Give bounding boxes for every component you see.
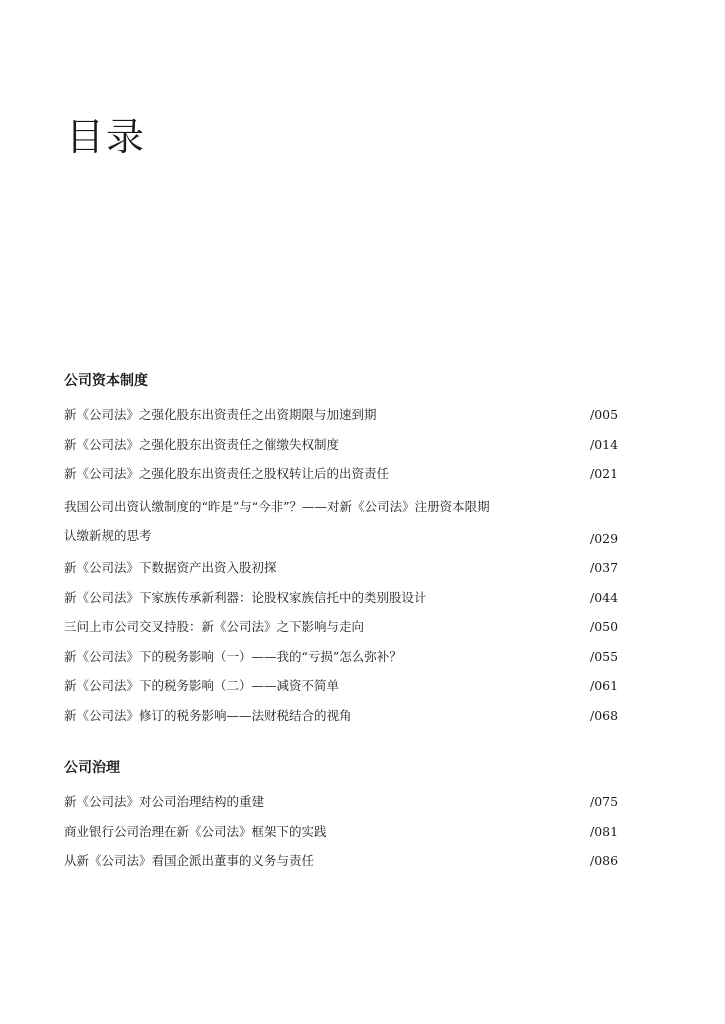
toc-entry-title xyxy=(64,492,590,550)
toc-entry[interactable] xyxy=(64,586,620,609)
toc-entry-page: /014 xyxy=(590,436,619,452)
toc-entry-page: /086 xyxy=(590,853,619,868)
section-heading: 公司资本制度 xyxy=(64,373,148,389)
toc-entry-page: /005 xyxy=(590,407,619,422)
toc-entry-page: /044 xyxy=(590,589,619,605)
toc-section-governance xyxy=(64,758,620,879)
toc-entry-page: /029 xyxy=(590,530,619,546)
toc-entry[interactable] xyxy=(64,492,620,550)
toc-entry-title: 新《公司法》下家族传承新利器：论股权家族信托中的类别股设计 xyxy=(64,589,427,605)
toc-entry-title: 三问上市公司交叉持股：新《公司法》之下影响与走向 xyxy=(64,619,365,634)
toc-entry-page: /037 xyxy=(590,560,619,575)
toc-entry-page: /061 xyxy=(590,678,619,693)
toc-entry-title-line: 我国公司出资认缴制度的“昨是”与“今非”？——对新《公司法》注册资本限期 xyxy=(64,498,490,514)
toc-entry-page: /050 xyxy=(590,619,619,634)
toc-entry[interactable] xyxy=(64,433,620,456)
toc-entry-title: 新《公司法》之强化股东出资责任之催缴失权制度 xyxy=(64,436,340,452)
page-title: 目录 xyxy=(66,115,147,159)
toc-entry-title: 商业银行公司治理在新《公司法》框架下的实践 xyxy=(64,823,327,839)
toc-entry[interactable] xyxy=(64,615,620,638)
toc-entry[interactable] xyxy=(64,820,620,843)
section-heading: 公司治理 xyxy=(64,760,120,776)
toc-entry[interactable] xyxy=(64,462,620,485)
toc-entry[interactable] xyxy=(64,674,620,697)
toc-entry-page: /075 xyxy=(590,794,619,809)
toc-entry-page: /068 xyxy=(590,707,619,723)
toc-entry-title: 新《公司法》之强化股东出资责任之股权转让后的出资责任 xyxy=(64,466,390,481)
toc-entry[interactable] xyxy=(64,849,620,872)
toc-entry-page: /055 xyxy=(590,648,619,664)
toc-entry-title-line: 认缴新规的思考 xyxy=(64,527,152,543)
toc-entry-title: 新《公司法》对公司治理结构的重建 xyxy=(64,794,265,809)
toc-entry-title: 从新《公司法》看国企派出董事的义务与责任 xyxy=(64,853,315,868)
toc-entry[interactable] xyxy=(64,645,620,668)
toc-entry-title: 新《公司法》下的税务影响（二）——减资不简单 xyxy=(64,678,340,693)
toc-entry-title: 新《公司法》之强化股东出资责任之出资期限与加速到期 xyxy=(64,407,377,422)
toc-section-capital xyxy=(64,371,620,733)
toc-entry[interactable] xyxy=(64,556,620,579)
toc-entry[interactable] xyxy=(64,790,620,813)
toc-entry-page: /081 xyxy=(590,823,619,839)
toc-entry[interactable] xyxy=(64,704,620,727)
toc-entry-title: 新《公司法》下的税务影响（一）——我的“亏损”怎么弥补？ xyxy=(64,648,402,664)
toc-entry[interactable] xyxy=(64,403,620,426)
toc-entry-title: 新《公司法》修订的税务影响——法财税结合的视角 xyxy=(64,707,352,723)
toc-entry-page: /021 xyxy=(590,466,619,481)
toc-entry-title: 新《公司法》下数据资产出资入股初探 xyxy=(64,560,277,575)
